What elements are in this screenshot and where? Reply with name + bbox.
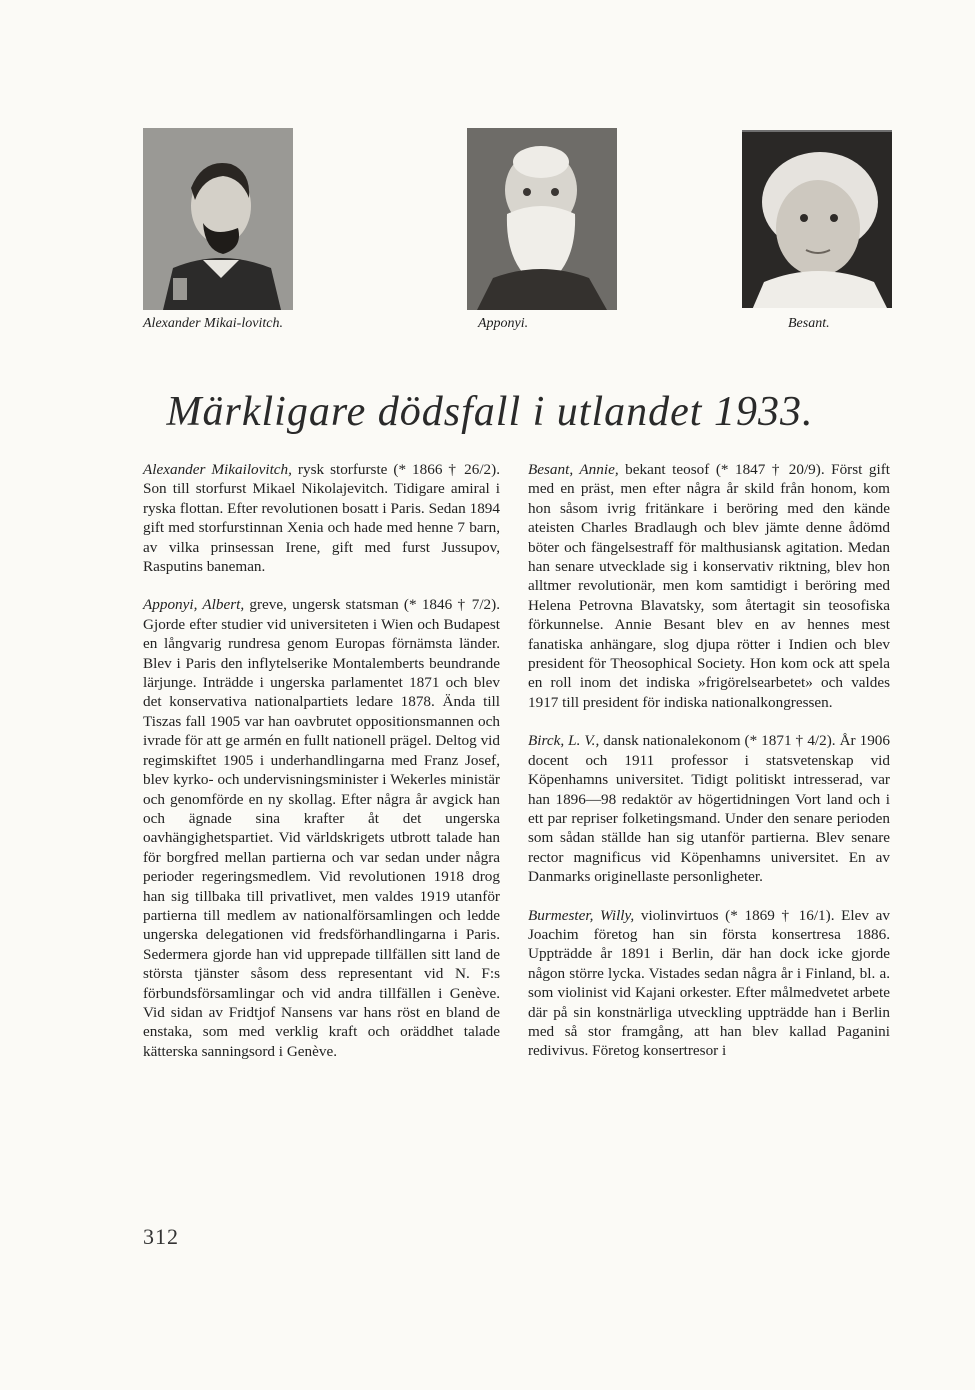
entry-text: dansk nationalekonom (* 1871 † 4/2). År 1906 docent och 1911 professor i statsvetenskap vid Köpenhamns universitet. Tidigt politiskt intresserad, var han 1896—98 redaktör av högertidningen Vort land och i ett par repriser folketingsmand. Under den senare perioden som sådan ställde han sig utanför partierna. Blev senare rector magnificus vid Köpenhamns universitet. En av Danmarks originellaste personligheter. (528, 732, 890, 886)
entry-name: Burmester, Willy, (528, 906, 635, 924)
entry-name: Besant, Annie, (528, 461, 619, 478)
page-number: 312 (143, 1224, 179, 1249)
portrait-photo-icon (143, 128, 293, 310)
obituary-entry (143, 460, 500, 576)
entry-text: violinvirtuos (* 1869 † 16/1). Elev av Joachim företog han sin första konsertresa 1886. Uppträdde år 1891 i Berlin, där han dock icke gjorde någon större lycka. Vistades sedan några år i Finland, bl. a. som violinist vid Kajani orkester. Efter målmedvetet arbete där på sin konstnärliga utveckling uppträdde han i Berlin med så stor framgång, att han blev kallad Paganini redivivus. Företog konsertresor i (528, 906, 890, 1060)
portrait-photo-icon (742, 130, 892, 308)
portrait-caption: Besant. (788, 316, 830, 331)
entry-name: Apponyi, Albert, (143, 596, 245, 614)
portrait-photo-icon (467, 128, 617, 310)
entry-text: rysk storfurste (* 1866 † 26/2). Son till storfurst Mikael Nikolajevitch. Tidigare amiral i ryska flottan. Efter revolutionen bosatt i Paris. Sedan 1894 gift med storfurstinnan Xenia och hade med henne 7 barn, av vilka prinsessan Irene, gift med furst Jussupov, Rasputins baneman. (143, 461, 500, 576)
obituary-entry (528, 731, 890, 886)
entry-text: bekant teosof (* 1847 † 20/9). Först gift med en präst, men efter några år skild från honom, kom hon såsom ivrig fritänkare i beröring med den kände ateisten Charles Bradlaugh och blev jämte denne ådömd böter och fängelsestraff för malthusiansk agitation. Medan han senare utvecklade sig i konservativ riktning, blev hon alltmer revolutionär, men kom samtidigt i beröring med Helena Petrovna Blavatsky, som återtagit sin teosofiska förkunnelse. Annie Besant blev en av hennes mest fanatiska anhängare, slog djupa rötter i Indien och blev president för Theosophical Society. Hon kom ock att spela en roll inom det indiska »frigörelsearbetet» och valdes 1917 till president för indiska nationalkongressen. (528, 461, 890, 711)
page-heading: Märkligare dödsfall i utlandet 1933. (166, 389, 814, 435)
portrait-caption: Alexander Mikai-lovitch. (143, 316, 283, 331)
entry-name: Alexander Mikailovitch, (143, 461, 292, 478)
obituary-entry (528, 460, 890, 712)
right-column (528, 460, 890, 1080)
left-column (143, 460, 500, 1080)
portrait-caption: Apponyi. (478, 316, 529, 331)
entry-name: Birck, L. V., (528, 732, 600, 750)
entry-text: greve, ungersk statsman (* 1846 † 7/2). Gjorde efter studier vid universiteten i Wien och Budapest en långvarig rundresa genom Europas förnämsta länder. Blev i Paris den inflytelserike Montalemberts beundrande lärjunge. Inträdde i ungerska parlamentet 1871 och blev det konservativa nationalpartiets ledare 1878. Ända till Tiszas fall 1905 var han oavbrutet oppositionsmannen och ivrade för att ge armén en fullt nationell prägel. Deltog vid regimskiftet 1905 i underhandlingarna med Franz Josef, blev kyrko- och undervisningsminister i Wekerles ministär och genomförde en ny skollag. Efter några år avgick han och ägnade sina krafter åt det ungerska oavhängighetspartiet. Vid världskrigets utbrott talade han för borgfred mellan partierna och var sedan under några perioder regeringsmedlem. Vid revolutionen 1918 drog han sig tillbaka till privatlivet, men valdes 1919 utanför partierna till medlem av nationalförsamlingen och ledde ungerska delegationen vid fredsförhandlingarna i Paris. Sedermera gjorde han vid upprepade tillfällen sitt land de största tjänster såsom dess representant vid N. F:s förbundsförsamlingar och vid andra tillfällen i Genève. Vid sidan av Fridtjof Nansens var hans röst en bland de enstaka, som med verklig kraft och oräddhet talade kätterska sanningsord i Genève. (143, 596, 500, 1060)
obituary-entry (143, 595, 500, 1061)
obituary-entry (528, 906, 890, 1061)
